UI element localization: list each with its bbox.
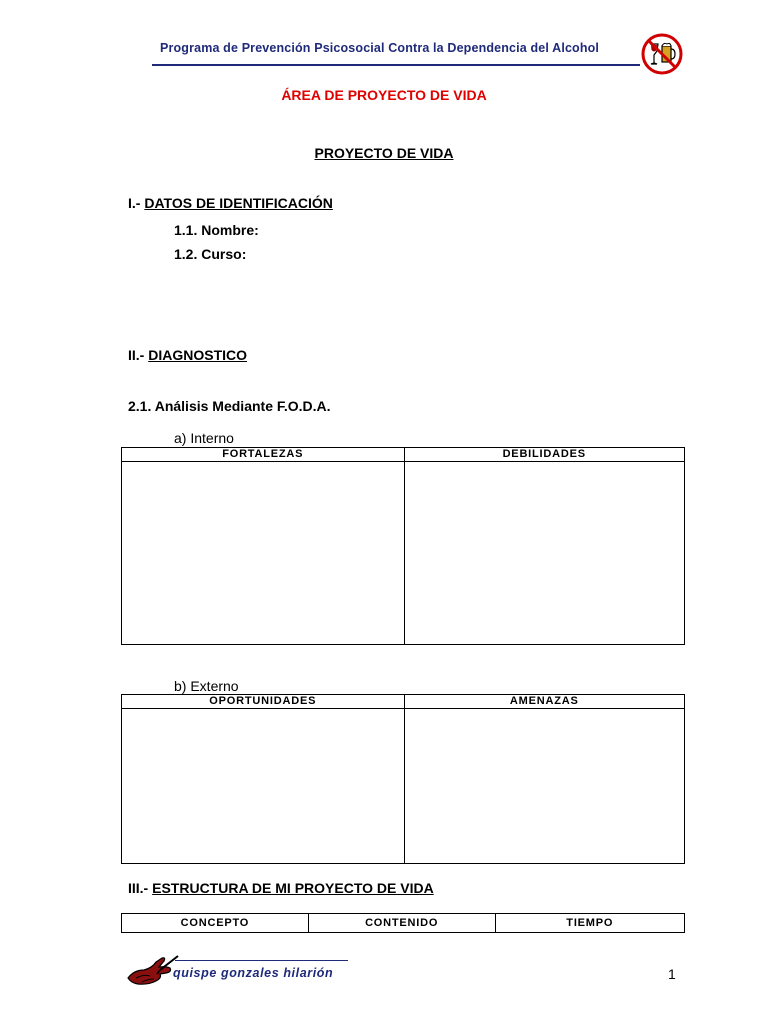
section-1-title: DATOS DE IDENTIFICACIÓN [144,195,333,211]
external-label: b) Externo [174,678,239,694]
header-fortalezas: FORTALEZAS [122,448,405,462]
header-oportunidades: OPORTUNIDADES [122,695,405,709]
section-2-prefix: II.- [128,347,149,363]
structure-table [121,913,685,933]
section-1-prefix: I.- [128,195,145,211]
section-3-heading [128,880,434,896]
internal-label: a) Interno [174,430,234,446]
header-amenazas: AMENAZAS [404,695,685,709]
section-2-title: DIAGNOSTICO [148,347,248,363]
external-foda-table [121,694,685,864]
header-tiempo: TIEMPO [495,914,684,933]
section-1-heading [128,195,333,211]
no-alcohol-icon [640,32,684,76]
footer-divider [175,960,348,961]
header-concepto: CONCEPTO [122,914,309,933]
fortalezas-cell[interactable] [122,462,405,645]
header-divider [152,64,640,66]
document-title: PROYECTO DE VIDA [314,145,454,161]
writing-hand-icon [126,948,180,990]
area-title: ÁREA DE PROYECTO DE VIDA [281,87,487,103]
amenazas-cell[interactable] [404,709,685,864]
section-3-prefix: III.- [128,880,153,896]
debilidades-cell[interactable] [404,462,685,645]
field-curso-label: 1.2. Curso: [174,246,247,262]
header-debilidades: DEBILIDADES [404,448,685,462]
footer-author: quispe gonzales hilarión [173,966,334,980]
section-2-heading [128,347,247,363]
page-number: 1 [668,966,676,982]
section-3-title: ESTRUCTURA DE MI PROYECTO DE VIDA [152,880,434,896]
foda-subtitle: 2.1. Análisis Mediante F.O.D.A. [128,398,331,414]
field-nombre-label: 1.1. Nombre: [174,222,259,238]
header-contenido: CONTENIDO [308,914,495,933]
header-title: Programa de Prevención Psicosocial Contra la Dependencia del Alcohol [160,41,600,55]
internal-foda-table [121,447,685,645]
oportunidades-cell[interactable] [122,709,405,864]
